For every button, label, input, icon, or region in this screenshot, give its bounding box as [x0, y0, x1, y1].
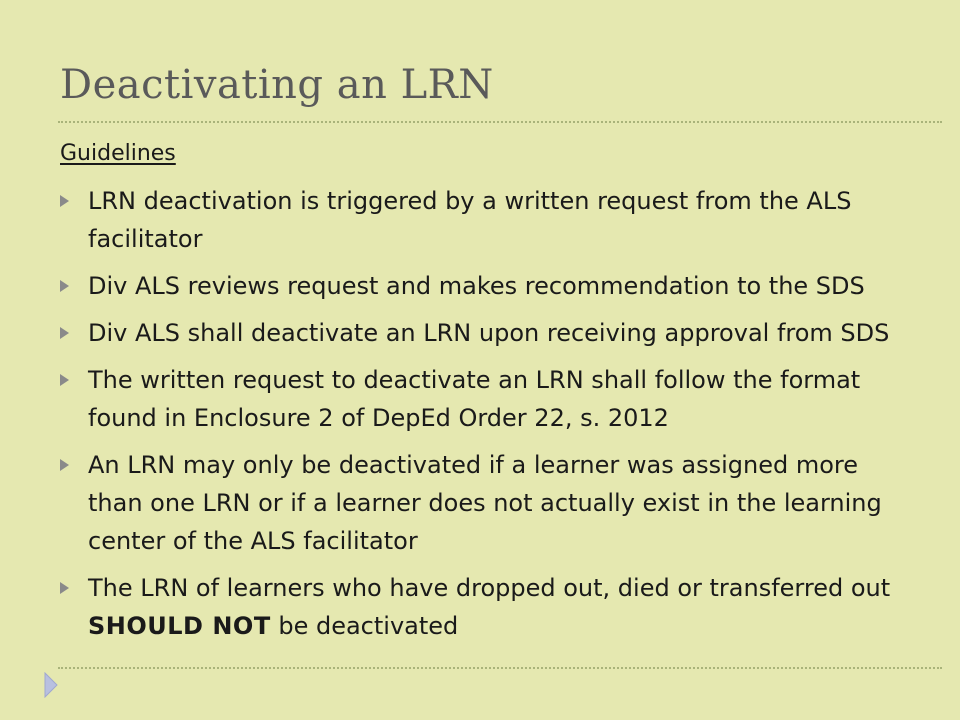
- list-item: [60, 182, 920, 258]
- bullet-text-after: be deactivated: [270, 612, 459, 640]
- guidelines-heading: Guidelines: [60, 141, 176, 166]
- bullet-text: LRN deactivation is triggered by a written request from the ALS facilitator: [88, 187, 852, 253]
- emphasis-text: SHOULD NOT: [88, 612, 271, 640]
- title-divider: [58, 121, 942, 123]
- list-item: [60, 361, 920, 437]
- list-item: [60, 267, 920, 305]
- bullet-text: An LRN may only be deactivated if a learner was assigned more than one LRN or if a learner does not actually exist in the learning center of the ALS facilitator: [88, 451, 882, 555]
- list-item: [60, 446, 920, 560]
- triangle-right-icon: [60, 569, 88, 607]
- slide-title: Deactivating an LRN: [60, 62, 494, 108]
- triangle-right-icon: [60, 446, 88, 484]
- bullet-text: The written request to deactivate an LRN shall follow the format found in Enclosure 2 of DepEd Order 22, s. 2012: [88, 366, 861, 432]
- triangle-right-icon[interactable]: [44, 672, 58, 702]
- triangle-right-icon: [60, 182, 88, 220]
- footer-divider: [58, 667, 942, 669]
- guidelines-list: [60, 182, 920, 654]
- bullet-text: [88, 569, 920, 645]
- bullet-text-before: The LRN of learners who have dropped out, died or transferred out: [88, 574, 891, 602]
- list-item: [60, 569, 920, 645]
- triangle-right-icon: [60, 314, 88, 352]
- triangle-right-icon: [60, 267, 88, 305]
- list-item: [60, 314, 920, 352]
- bullet-text: Div ALS reviews request and makes recommendation to the SDS: [88, 272, 865, 300]
- bullet-text: Div ALS shall deactivate an LRN upon receiving approval from SDS: [88, 319, 890, 347]
- triangle-right-icon: [60, 361, 88, 399]
